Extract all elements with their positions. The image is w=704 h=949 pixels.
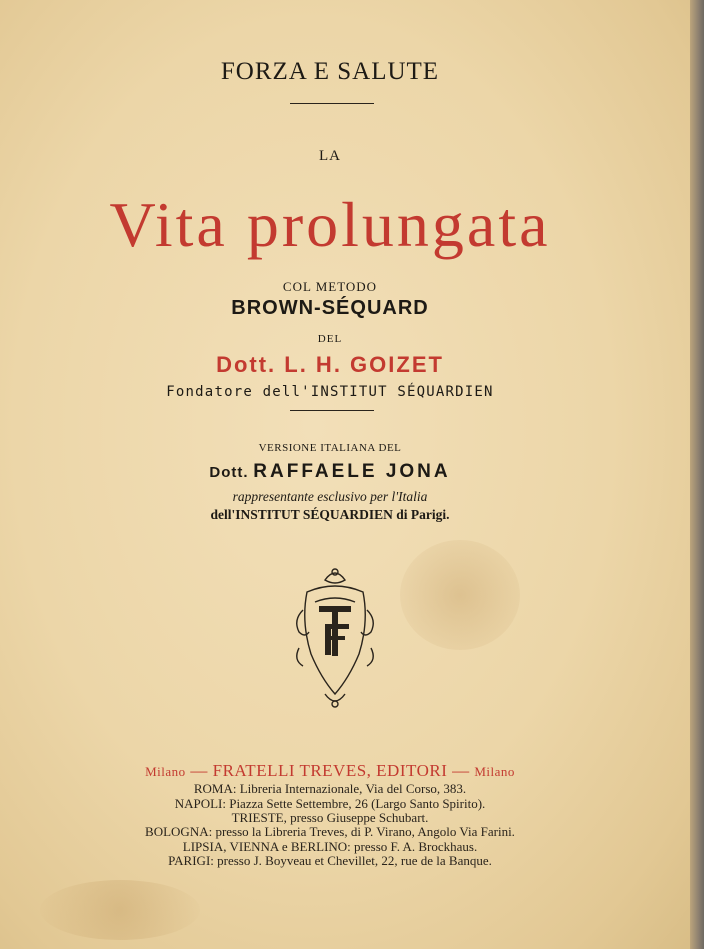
address-line: TRIESTE, presso Giuseppe Schubart. bbox=[231, 810, 429, 825]
translator-name: RAFFAELE JONA bbox=[253, 461, 451, 482]
method-name: BROWN-SÉQUARD bbox=[231, 297, 429, 319]
translator bbox=[0, 461, 660, 483]
address-line: PARIGI: presso J. Boyveau et Chevillet, 22, rue de la Banque. bbox=[168, 853, 492, 868]
translation-note: VERSIONE ITALIANA DEL bbox=[258, 442, 402, 454]
author-affiliation: Fondatore dell'INSTITUT SÉQUARDIEN bbox=[166, 384, 494, 400]
address-line: BOLOGNA: presso la Libreria Treves, di P. Virano, Angolo Via Farini. bbox=[145, 824, 515, 839]
divider bbox=[290, 410, 374, 411]
address-line: ROMA: Libreria Internazionale, Via del Corso, 383. bbox=[193, 781, 467, 796]
divider bbox=[290, 103, 374, 104]
method-prefix: COL METODO bbox=[282, 279, 378, 294]
author-name: Dott. L. H. GOIZET bbox=[216, 352, 444, 377]
publisher-line bbox=[0, 761, 660, 781]
cover-edge bbox=[690, 0, 704, 949]
title-article: LA bbox=[319, 148, 341, 164]
address-line: LIPSIA, VIENNA e BERLINO: presso F. A. Brockhaus. bbox=[182, 839, 478, 854]
paper-stain bbox=[40, 880, 200, 940]
translator-role: rappresentante esclusivo per l'Italia bbox=[232, 489, 428, 504]
paper-stain bbox=[400, 540, 520, 650]
publisher-city-left: Milano bbox=[145, 764, 186, 779]
institute-line: dell'INSTITUT SÉQUARDIEN di Parigi. bbox=[210, 507, 450, 522]
series-title: FORZA E SALUTE bbox=[220, 58, 440, 85]
publisher-name: — FRATELLI TREVES, EDITORI — bbox=[185, 761, 475, 780]
address-line: NAPOLI: Piazza Sette Settembre, 26 (Largo Santo Spirito). bbox=[174, 796, 486, 811]
translator-title: Dott. bbox=[209, 464, 249, 481]
book-title: Vita prolungata bbox=[109, 189, 551, 260]
author-prefix: DEL bbox=[317, 333, 343, 345]
publisher-monogram-icon bbox=[285, 562, 385, 712]
publisher-city-right: Milano bbox=[474, 764, 515, 779]
